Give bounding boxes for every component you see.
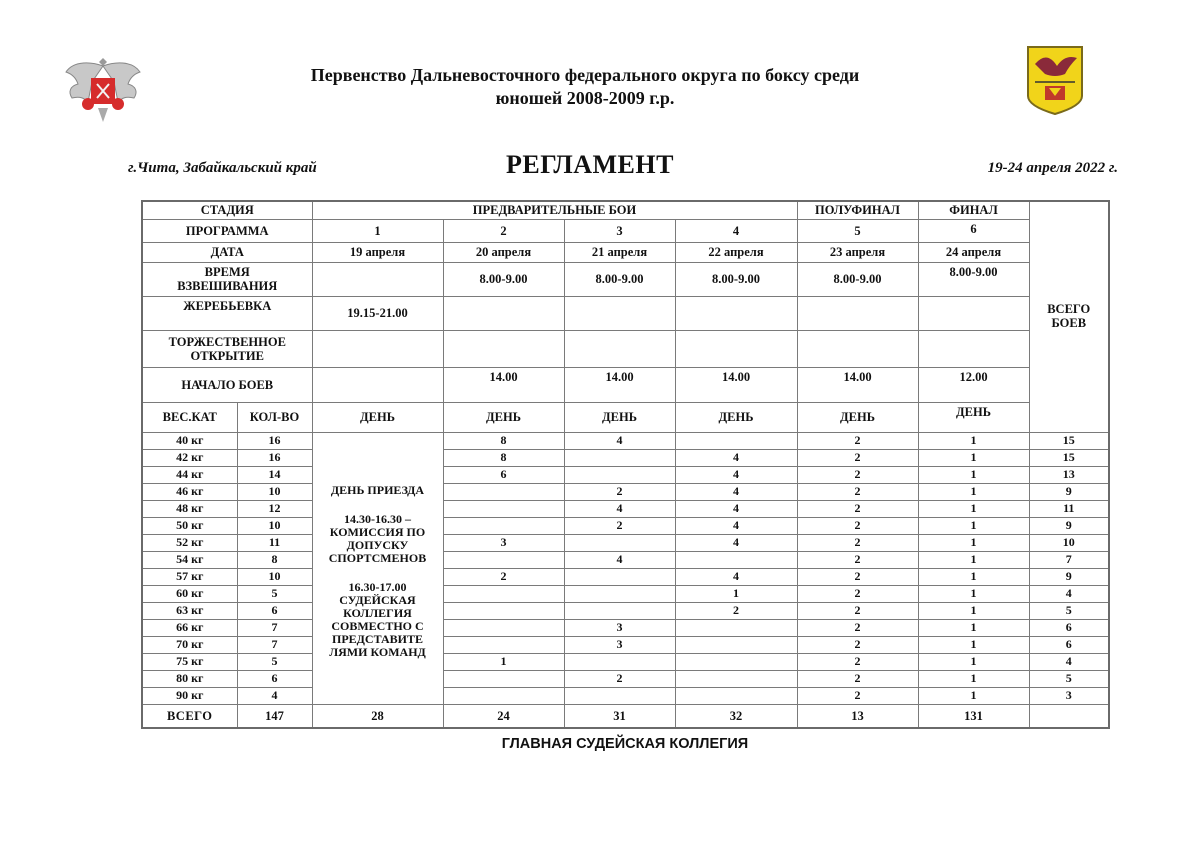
date-cell: 22 апреля (675, 242, 797, 262)
fights-d5: 2 (797, 619, 918, 636)
start-cell: 14.00 (564, 367, 675, 402)
fights-d6: 1 (918, 619, 1029, 636)
fights-d5: 2 (797, 585, 918, 602)
schedule-table (141, 200, 1110, 729)
category-total: 11 (1029, 500, 1109, 517)
fights-d6: 1 (918, 568, 1029, 585)
fights-d2 (443, 670, 564, 687)
weight-category-row (142, 551, 1109, 568)
commission-note: КОМИССИЯ ПО ДОПУСКУ СПОРТСМЕНОВ (328, 524, 427, 565)
weight-col-header: ВЕС.КАТ (142, 402, 237, 432)
weight-category-row (142, 500, 1109, 517)
draw-cell (675, 296, 797, 330)
category-total: 6 (1029, 636, 1109, 653)
start-cell: 14.00 (443, 367, 564, 402)
weight-category-row (142, 687, 1109, 704)
fights-d3 (564, 534, 675, 551)
opening-cell (312, 330, 443, 367)
weight-category-row (142, 449, 1109, 466)
fights-d3: 2 (564, 517, 675, 534)
location-label: г.Чита, Забайкальский край (128, 160, 317, 176)
fights-d6: 1 (918, 432, 1029, 449)
weight-category: 54 кг (142, 551, 237, 568)
fights-d6: 1 (918, 466, 1029, 483)
zabaykalsky-krai-coat-of-arms-icon (1025, 44, 1085, 116)
program-row (142, 219, 1109, 242)
stage-row (142, 201, 1109, 219)
fights-d6: 1 (918, 483, 1029, 500)
fights-d5: 2 (797, 602, 918, 619)
date-cell: 19 апреля (312, 242, 443, 262)
fights-d2 (443, 636, 564, 653)
start-cell: 12.00 (918, 367, 1029, 402)
weight-category: 75 кг (142, 653, 237, 670)
athlete-count: 5 (237, 653, 312, 670)
total-fights-label: ВСЕГО БОЕВ (1047, 302, 1091, 330)
draw-cell (564, 296, 675, 330)
category-total: 7 (1029, 551, 1109, 568)
weight-category-row (142, 568, 1109, 585)
category-total: 3 (1029, 687, 1109, 704)
category-total: 15 (1029, 432, 1109, 449)
fights-d2: 8 (443, 449, 564, 466)
athlete-count: 5 (237, 585, 312, 602)
weight-category: 48 кг (142, 500, 237, 517)
category-total: 9 (1029, 517, 1109, 534)
fights-d4: 4 (675, 568, 797, 585)
weight-category-row (142, 585, 1109, 602)
stage-preliminary: ПРЕДВАРИТЕЛЬНЫЕ БОИ (312, 201, 797, 219)
weight-category-row (142, 483, 1109, 500)
total-fights-header (1029, 201, 1109, 432)
count-col-header: КОЛ-ВО (237, 402, 312, 432)
day-col-header: ДЕНЬ (443, 402, 564, 432)
title-line-1: Первенство Дальневосточного федерального округа по боксу среди (310, 65, 860, 85)
fights-d4 (675, 653, 797, 670)
ministry-of-sport-emblem-icon (62, 52, 144, 126)
opening-cell (564, 330, 675, 367)
fights-d6: 1 (918, 449, 1029, 466)
title-line-2: юношей 2008-2009 г.р. (495, 88, 675, 108)
weight-category-row (142, 670, 1109, 687)
opening-cell (918, 330, 1029, 367)
fights-d2: 2 (443, 568, 564, 585)
day-col-header: ДЕНЬ (675, 402, 797, 432)
opening-row (142, 330, 1109, 367)
fights-d6: 1 (918, 670, 1029, 687)
signature-line: ГЛАВНАЯ СУДЕЙСКАЯ КОЛЛЕГИЯ (501, 736, 749, 752)
fights-d5: 2 (797, 517, 918, 534)
fights-d4: 1 (675, 585, 797, 602)
fights-d3 (564, 687, 675, 704)
athlete-count: 7 (237, 636, 312, 653)
stage-label: СТАДИЯ (142, 201, 312, 219)
fights-d3: 2 (564, 670, 675, 687)
weight-category: 57 кг (142, 568, 237, 585)
totals-day2: 28 (312, 704, 443, 728)
program-cell: 3 (564, 219, 675, 242)
totals-day3: 24 (443, 704, 564, 728)
fights-d5: 2 (797, 483, 918, 500)
fights-d3: 4 (564, 432, 675, 449)
athlete-count: 10 (237, 483, 312, 500)
start-cell: 14.00 (675, 367, 797, 402)
fights-d5: 2 (797, 466, 918, 483)
date-cell: 21 апреля (564, 242, 675, 262)
fights-d4: 4 (675, 466, 797, 483)
category-total: 9 (1029, 568, 1109, 585)
fights-d4: 4 (675, 449, 797, 466)
weight-category: 60 кг (142, 585, 237, 602)
fights-d4: 2 (675, 602, 797, 619)
category-total: 13 (1029, 466, 1109, 483)
fights-d4 (675, 636, 797, 653)
draw-row (142, 296, 1109, 330)
totals-count: 147 (237, 704, 312, 728)
athlete-count: 14 (237, 466, 312, 483)
weight-category-row (142, 517, 1109, 534)
opening-cell (797, 330, 918, 367)
weight-category: 44 кг (142, 466, 237, 483)
category-total: 4 (1029, 653, 1109, 670)
weighin-label-text: ВРЕМЯ ВЗВЕШИВАНИЯ (177, 265, 278, 293)
weight-category-row (142, 602, 1109, 619)
draw-cell: 19.15-21.00 (312, 296, 443, 330)
weight-category: 50 кг (142, 517, 237, 534)
fights-d2 (443, 585, 564, 602)
commission-time: 14.30-16.30 – (344, 511, 411, 526)
weighin-row (142, 262, 1109, 296)
weight-category-row (142, 534, 1109, 551)
fights-d5: 2 (797, 534, 918, 551)
athlete-count: 12 (237, 500, 312, 517)
fights-d4 (675, 670, 797, 687)
fights-d6: 1 (918, 585, 1029, 602)
fights-d4 (675, 619, 797, 636)
fights-d2 (443, 483, 564, 500)
date-label: ДАТА (142, 242, 312, 262)
fights-d2 (443, 551, 564, 568)
day-col-header: ДЕНЬ (564, 402, 675, 432)
totals-label: ВСЕГО (142, 704, 237, 728)
athlete-count: 6 (237, 670, 312, 687)
fights-d3 (564, 466, 675, 483)
fights-d3 (564, 602, 675, 619)
fights-d6: 1 (918, 517, 1029, 534)
athlete-count: 16 (237, 449, 312, 466)
weight-category: 52 кг (142, 534, 237, 551)
weighin-cell: 8.00-9.00 (797, 262, 918, 296)
fights-d3: 3 (564, 636, 675, 653)
weight-category-row (142, 466, 1109, 483)
fights-d2 (443, 500, 564, 517)
date-cell: 20 апреля (443, 242, 564, 262)
fights-d5: 2 (797, 449, 918, 466)
category-total: 5 (1029, 670, 1109, 687)
athlete-count: 10 (237, 517, 312, 534)
program-label: ПРОГРАММА (142, 219, 312, 242)
fights-d6: 1 (918, 500, 1029, 517)
fights-d5: 2 (797, 568, 918, 585)
draw-label: ЖЕРЕБЬЕВКА (142, 296, 312, 330)
fights-d2: 3 (443, 534, 564, 551)
weighin-cell (312, 262, 443, 296)
fights-d4: 4 (675, 500, 797, 517)
weighin-cell: 8.00-9.00 (564, 262, 675, 296)
athlete-count: 10 (237, 568, 312, 585)
fights-d4 (675, 432, 797, 449)
program-cell: 6 (918, 219, 1029, 242)
weight-category: 42 кг (142, 449, 237, 466)
fights-d5: 2 (797, 636, 918, 653)
start-label: НАЧАЛО БОЕВ (142, 367, 312, 402)
date-cell: 23 апреля (797, 242, 918, 262)
category-total: 15 (1029, 449, 1109, 466)
category-total: 5 (1029, 602, 1109, 619)
fights-d4 (675, 687, 797, 704)
fights-d6: 1 (918, 687, 1029, 704)
totals-all: 131 (918, 704, 1029, 728)
fights-d3: 4 (564, 551, 675, 568)
program-cell: 1 (312, 219, 443, 242)
date-row (142, 242, 1109, 262)
fights-d6: 1 (918, 551, 1029, 568)
category-total: 4 (1029, 585, 1109, 602)
athlete-count: 7 (237, 619, 312, 636)
totals-day6: 13 (797, 704, 918, 728)
day-col-header: ДЕНЬ (797, 402, 918, 432)
weight-category: 80 кг (142, 670, 237, 687)
draw-cell (797, 296, 918, 330)
event-dates: 19-24 апреля 2022 г. (987, 160, 1118, 176)
meeting-note: СУДЕЙСКАЯ КОЛЛЕГИЯ СОВМЕСТНО С ПРЕДСТАВИТЕ ЛЯМИ КОМАНД (329, 592, 426, 659)
draw-cell (443, 296, 564, 330)
fights-d5: 2 (797, 653, 918, 670)
weight-category: 46 кг (142, 483, 237, 500)
opening-label-text: ТОРЖЕСТВЕННОЕ ОТКРЫТИЕ (168, 334, 286, 363)
fights-d2 (443, 619, 564, 636)
fights-d3 (564, 585, 675, 602)
date-cell: 24 апреля (918, 242, 1029, 262)
weight-category-row (142, 619, 1109, 636)
athlete-count: 8 (237, 551, 312, 568)
program-cell: 2 (443, 219, 564, 242)
weighin-cell: 8.00-9.00 (675, 262, 797, 296)
athlete-count: 11 (237, 534, 312, 551)
category-total: 10 (1029, 534, 1109, 551)
weight-category: 63 кг (142, 602, 237, 619)
opening-cell (443, 330, 564, 367)
athlete-count: 6 (237, 602, 312, 619)
totals-row (142, 704, 1109, 728)
totals-day4: 31 (564, 704, 675, 728)
fights-d2 (443, 517, 564, 534)
weight-category-row (142, 653, 1109, 670)
fights-d2: 8 (443, 432, 564, 449)
page-heading: РЕГЛАМЕНТ (506, 150, 674, 179)
start-cell: 14.00 (797, 367, 918, 402)
fights-d3 (564, 653, 675, 670)
start-row (142, 367, 1109, 402)
athlete-count: 16 (237, 432, 312, 449)
weight-category: 90 кг (142, 687, 237, 704)
arrival-note: ДЕНЬ ПРИЕЗДА (330, 482, 425, 497)
opening-label (142, 330, 312, 367)
fights-d2 (443, 602, 564, 619)
column-header-row (142, 402, 1109, 432)
fights-d5: 2 (797, 670, 918, 687)
fights-d6: 1 (918, 636, 1029, 653)
start-cell (312, 367, 443, 402)
weighin-cell: 8.00-9.00 (443, 262, 564, 296)
program-cell: 4 (675, 219, 797, 242)
weight-category: 66 кг (142, 619, 237, 636)
weighin-cell: 8.00-9.00 (918, 262, 1029, 296)
fights-d2: 6 (443, 466, 564, 483)
fights-d4: 4 (675, 534, 797, 551)
fights-d4: 4 (675, 517, 797, 534)
weight-category: 40 кг (142, 432, 237, 449)
weighin-label (142, 262, 312, 296)
fights-d5: 2 (797, 432, 918, 449)
fights-d3 (564, 449, 675, 466)
fights-d4: 4 (675, 483, 797, 500)
stage-final: ФИНАЛ (918, 201, 1029, 219)
fights-d6: 1 (918, 653, 1029, 670)
draw-cell (918, 296, 1029, 330)
fights-d5: 2 (797, 500, 918, 517)
weight-category-row (142, 636, 1109, 653)
fights-d3 (564, 568, 675, 585)
weight-category-row (142, 432, 1109, 449)
fights-d5: 2 (797, 687, 918, 704)
fights-d2 (443, 687, 564, 704)
fights-d3: 2 (564, 483, 675, 500)
document-title (250, 64, 920, 110)
fights-d2: 1 (443, 653, 564, 670)
fights-d3: 4 (564, 500, 675, 517)
athlete-count: 4 (237, 687, 312, 704)
category-total: 6 (1029, 619, 1109, 636)
totals-day5: 32 (675, 704, 797, 728)
fights-d5: 2 (797, 551, 918, 568)
fights-d3: 3 (564, 619, 675, 636)
fights-d4 (675, 551, 797, 568)
fights-d6: 1 (918, 534, 1029, 551)
day-col-header: ДЕНЬ (918, 402, 1029, 432)
meeting-time: 16.30-17.00 (348, 579, 407, 594)
fights-d6: 1 (918, 602, 1029, 619)
day-col-header: ДЕНЬ (312, 402, 443, 432)
day1-note (312, 432, 443, 704)
program-cell: 5 (797, 219, 918, 242)
stage-semifinal: ПОЛУФИНАЛ (797, 201, 918, 219)
weight-rows (142, 432, 1109, 704)
opening-cell (675, 330, 797, 367)
weight-category: 70 кг (142, 636, 237, 653)
category-total: 9 (1029, 483, 1109, 500)
